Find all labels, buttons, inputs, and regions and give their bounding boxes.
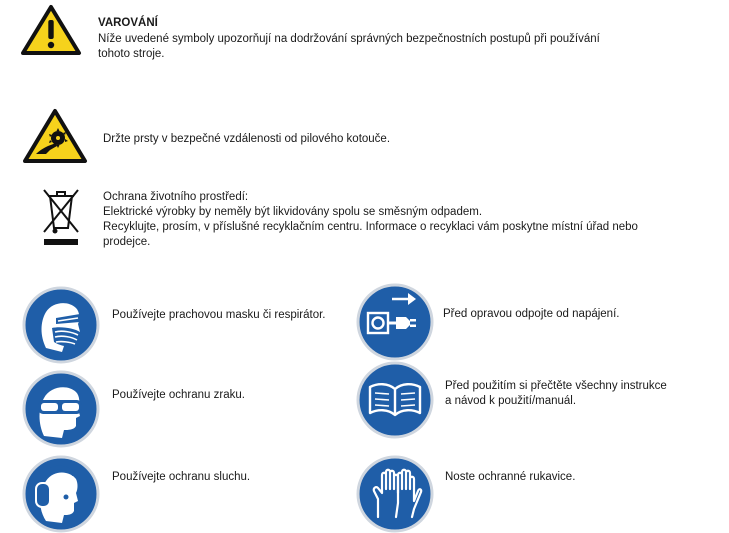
hand-blade-warning-icon <box>22 108 88 164</box>
environment-text-line1: Ochrana životního prostředí: <box>103 191 249 203</box>
manual-instruction-line2: a návod k použití/manuál. <box>445 395 577 407</box>
ear-protection-text: Používejte ochranu sluchu. <box>112 471 251 483</box>
environment-text-line2: Elektrické výrobky by neměly být likvidovány spolu se směsným odpadem. <box>103 206 483 218</box>
gloves-instruction-text: Noste ochranné rukavice. <box>445 471 576 483</box>
environment-text-line4: prodejce. <box>103 236 151 248</box>
warning-title: VAROVÁNÍ <box>98 17 158 29</box>
dust-mask-icon <box>22 286 100 364</box>
warning-text-line2: tohoto stroje. <box>98 48 165 60</box>
blade-warning-text: Držte prsty v bezpečné vzdálenosti od pilového kotouče. <box>103 133 391 145</box>
crossed-bin-icon <box>40 186 82 248</box>
eye-protection-text: Používejte ochranu zraku. <box>112 389 245 401</box>
manual-instruction-line1: Před použitím si přečtěte všechny instrukce <box>445 380 667 392</box>
ear-protection-icon <box>22 455 100 533</box>
environment-text-line3: Recyklujte, prosím, v příslušné recyklačním centru. Informace o recyklaci vám poskytne místní úřad nebo <box>103 221 638 233</box>
gloves-icon <box>356 455 434 533</box>
mask-instruction-text: Používejte prachovou masku či respirátor. <box>112 309 326 321</box>
unplug-instruction-text: Před opravou odpojte od napájení. <box>443 308 620 320</box>
exclamation-triangle-icon <box>20 4 82 56</box>
unplug-icon <box>356 283 434 361</box>
goggles-icon <box>22 370 100 448</box>
read-manual-icon <box>356 361 434 439</box>
warning-text-line1: Níže uvedené symboly upozorňují na dodržování správných bezpečnostních postupů při používání <box>98 33 600 45</box>
